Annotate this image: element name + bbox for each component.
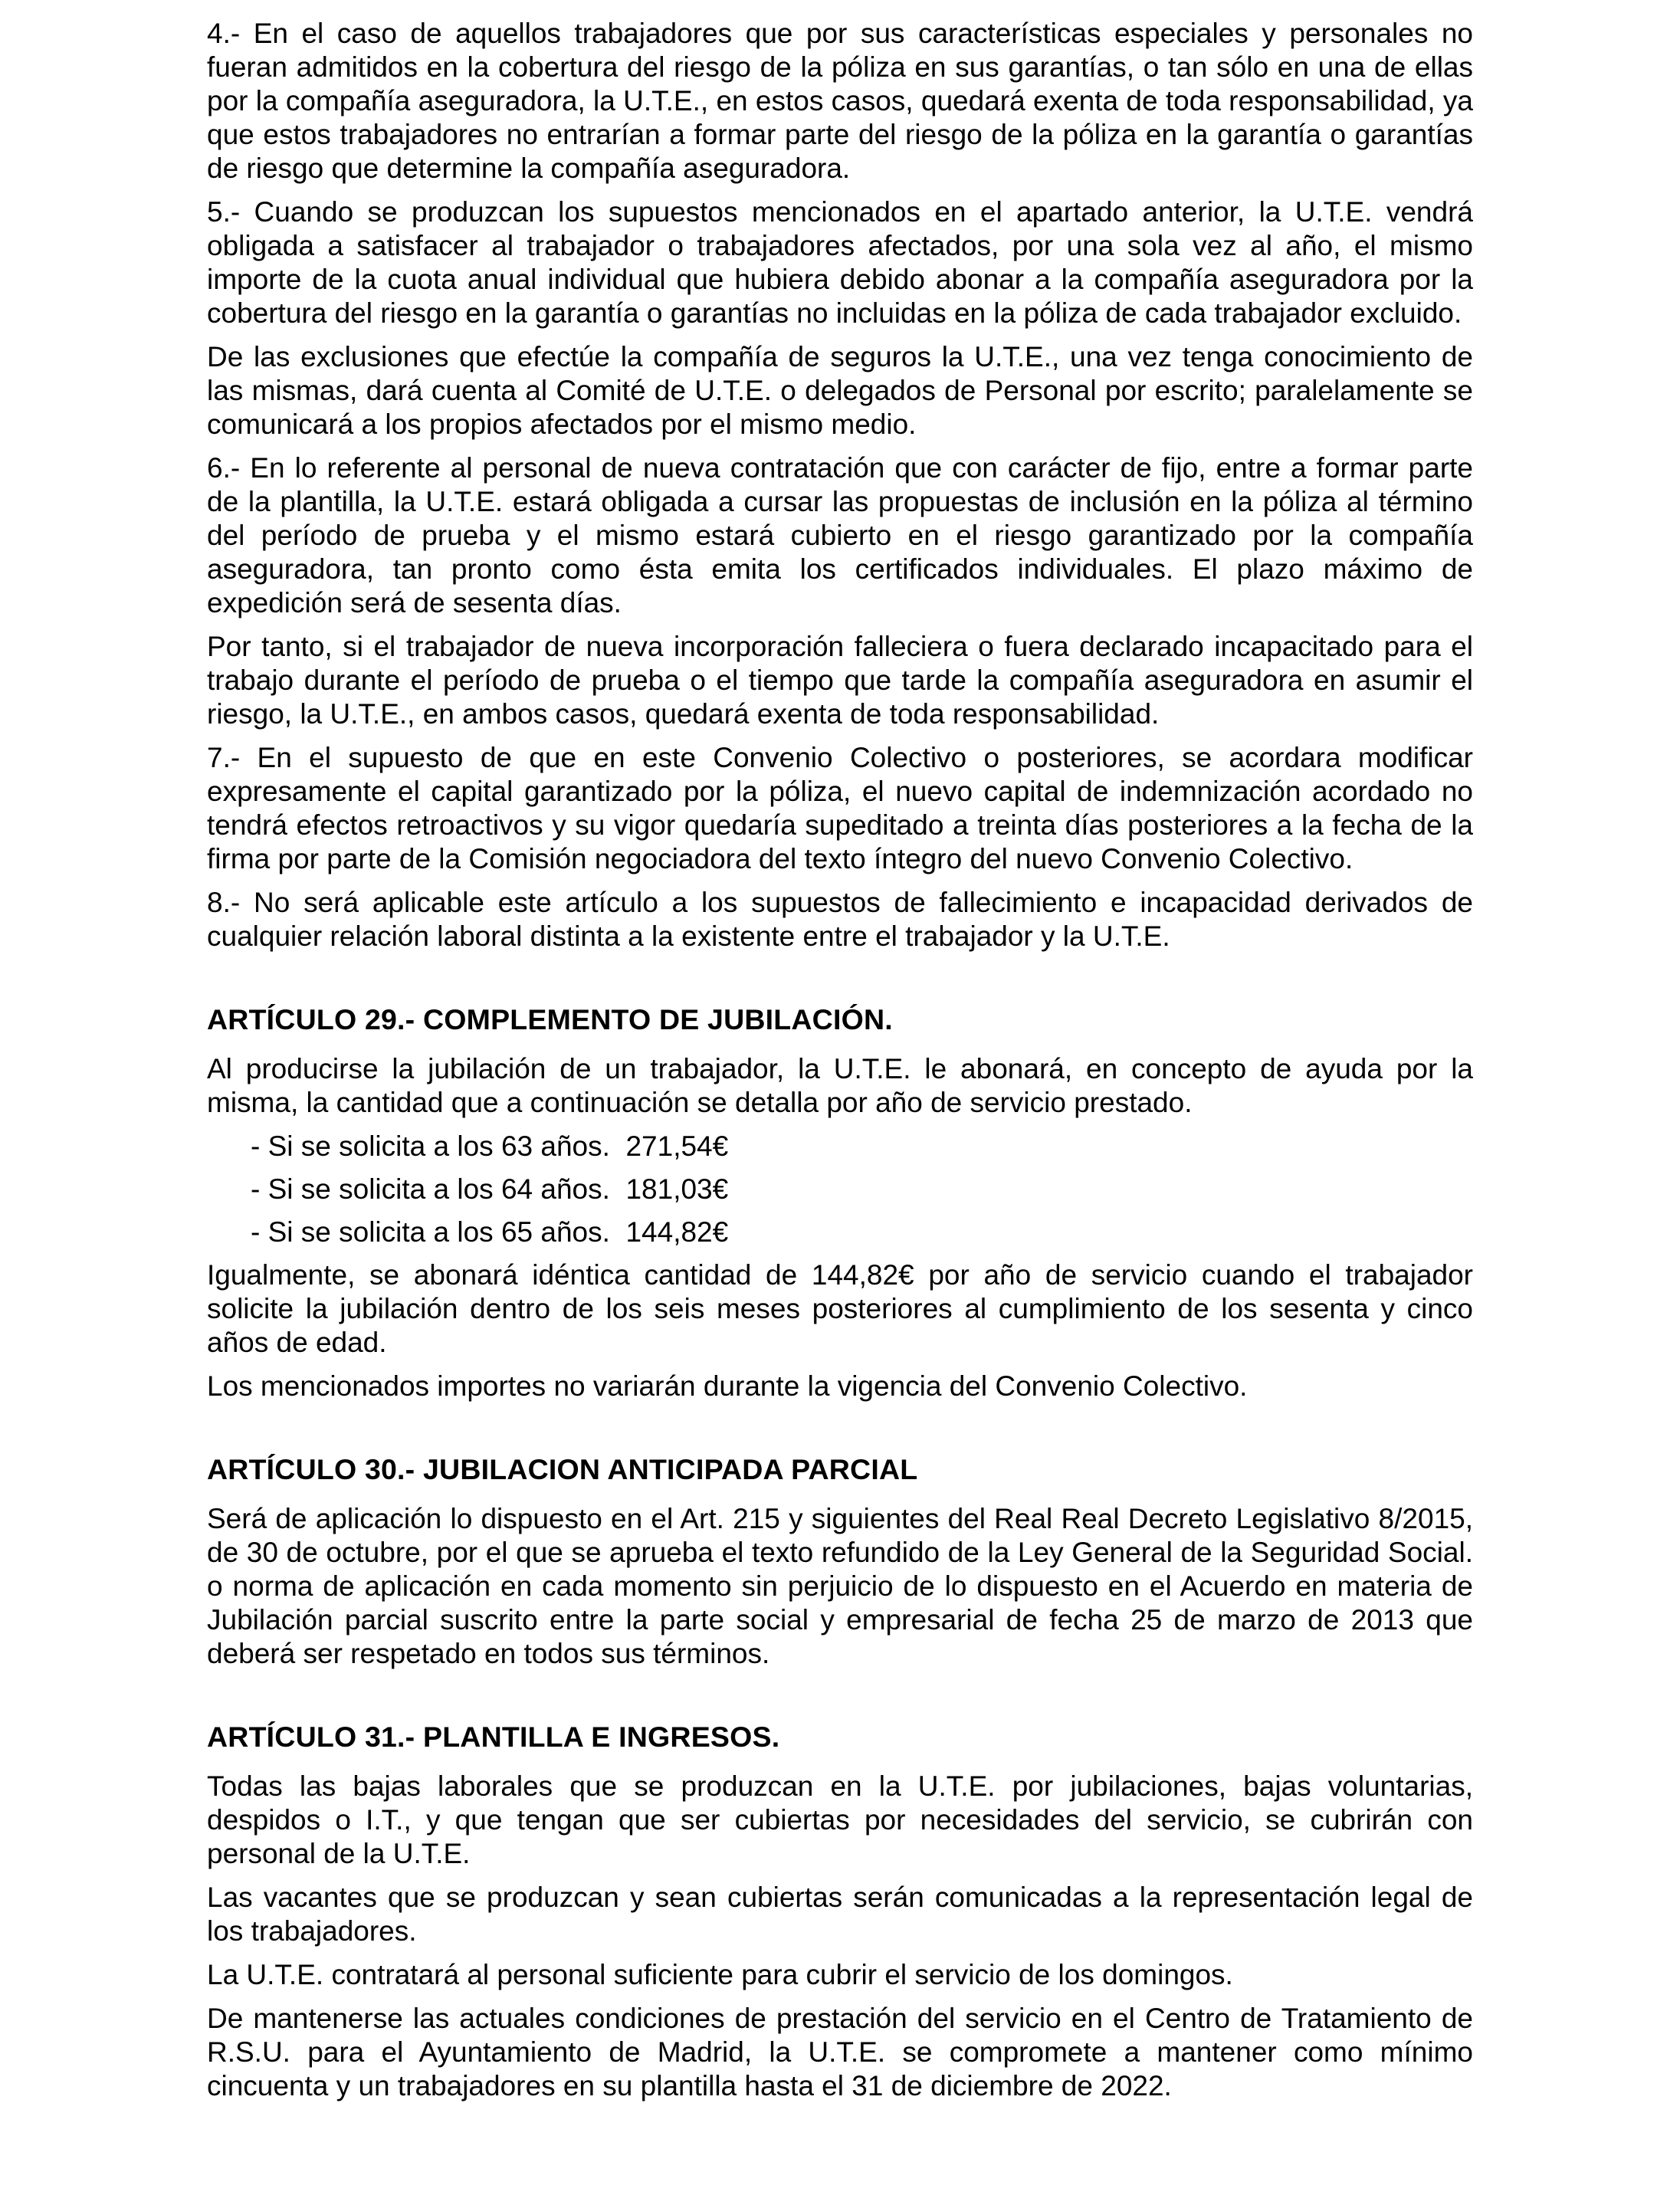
- paragraph-clause-7: 7.- En el supuesto de que en este Convenio Colectivo o posteriores, se acordara modificar expresamente el capital garantizado por la póliza, el nuevo capital de indemnización acordado no tendrá efectos retroactivos y su vigor quedaría supeditado a treinta días posteriores a la fecha de la firma por parte de la Comisión negociadora del texto íntegro del nuevo Convenio Colectivo.: [207, 742, 1473, 874]
- paragraph-bajas-laborales: Todas las bajas laborales que se produzcan en la U.T.E. por jubilaciones, bajas voluntarias, despidos o I.T., y que tengan que ser cubiertas por necesidades del servicio, se cubrirán con personal de la U.T.E.: [207, 1770, 1473, 1869]
- paragraph-jubilacion-intro: Al producirse la jubilación de un trabajador, la U.T.E. le abonará, en concepto de ayuda por la misma, la cantidad que a continuación se detalla por año de servicio prestado.: [207, 1053, 1473, 1118]
- paragraph-domingos: La U.T.E. contratará al personal suficiente para cubrir el servicio de los domingos.: [207, 1959, 1233, 1990]
- paragraph-clause-6: 6.- En lo referente al personal de nueva contratación que con carácter de fijo, entre a formar parte de la plantilla, la U.T.E. estará obligada a cursar las propuestas de inclusión en la póliza al término del período de prueba y el mismo estará cubierto en el riesgo garantizado por la compañía aseguradora, tan pronto como ésta emita los certificados individuales. El plazo máximo de expedición será de sesenta días.: [207, 452, 1473, 618]
- paragraph-jubilacion-parcial: Será de aplicación lo dispuesto en el Art. 215 y siguientes del Real Real Decreto Legislativo 8/2015, de 30 de octubre, por el que se aprueba el texto refundido de la Ley General de la Seguridad Social. o norma de aplicación en cada momento sin perjuicio de lo dispuesto en el Acuerdo en materia de Jubilación parcial suscrito entre la parte social y empresarial de fecha 25 de marzo de 2013 que deberá ser respetado en todos sus términos.: [207, 1503, 1473, 1669]
- paragraph-por-tanto: Por tanto, si el trabajador de nueva incorporación falleciera o fuera declarado incapacitado para el trabajo durante el período de prueba o el tiempo que tarde la compañía aseguradora en asumir el riesgo, la U.T.E., en ambos casos, quedará exenta de toda responsabilidad.: [207, 631, 1473, 730]
- heading-articulo-29: ARTÍCULO 29.- COMPLEMENTO DE JUBILACIÓN.: [207, 1003, 893, 1035]
- heading-articulo-31: ARTÍCULO 31.- PLANTILLA E INGRESOS.: [207, 1721, 780, 1753]
- paragraph-clause-5: 5.- Cuando se produzcan los supuestos mencionados en el apartado anterior, la U.T.E. vendrá obligada a satisfacer al trabajador o trabajadores afectados, por una sola vez al año, el mismo importe de la cuota anual individual que hubiera debido abonar a la compañía aseguradora por la cobertura del riesgo en la garantía o garantías no incluidas en la póliza de cada trabajador excluido.: [207, 196, 1473, 329]
- list-item-64-anos: - Si se solicita a los 64 años. 181,03€: [251, 1173, 729, 1205]
- paragraph-vacantes: Las vacantes que se produzcan y sean cubiertas serán comunicadas a la representación legal de los trabajadores.: [207, 1882, 1473, 1947]
- list-item-63-anos: - Si se solicita a los 63 años. 271,54€: [251, 1130, 729, 1162]
- list-item-65-anos: - Si se solicita a los 65 años. 144,82€: [251, 1216, 729, 1248]
- paragraph-clause-8: 8.- No será aplicable este artículo a los supuestos de fallecimiento e incapacidad derivados de cualquier relación laboral distinta a la existente entre el trabajador y la U.T.E.: [207, 887, 1473, 952]
- paragraph-importes: Los mencionados importes no variarán durante la vigencia del Convenio Colectivo.: [207, 1370, 1248, 1402]
- heading-articulo-30: ARTÍCULO 30.- JUBILACION ANTICIPADA PARCIAL: [207, 1453, 918, 1485]
- paragraph-clause-4: 4.- En el caso de aquellos trabajadores que por sus características especiales y personales no fueran admitidos en la cobertura del riesgo de la póliza en sus garantías, o tan sólo en una de ellas por la compañía aseguradora, la U.T.E., en estos casos, quedará exenta de toda responsabilidad, ya que estos trabajadores no entrarían a formar parte del riesgo de la póliza en la garantía o garantías de riesgo que determine la compañía aseguradora.: [207, 18, 1473, 184]
- paragraph-exclusiones: De las exclusiones que efectúe la compañía de seguros la U.T.E., una vez tenga conocimiento de las mismas, dará cuenta al Comité de U.T.E. o delegados de Personal por escrito; paralelamente se comunicará a los propios afectados por el mismo medio.: [207, 341, 1473, 440]
- paragraph-igualmente: Igualmente, se abonará idéntica cantidad de 144,82€ por año de servicio cuando el trabajador solicite la jubilación dentro de los seis meses posteriores al cumplimiento de los sesenta y cinco años de edad.: [207, 1259, 1473, 1358]
- paragraph-centro-rsu: De mantenerse las actuales condiciones de prestación del servicio en el Centro de Tratamiento de R.S.U. para el Ayuntamiento de Madrid, la U.T.E. se compromete a mantener como mínimo cincuenta y un trabajadores en su plantilla hasta el 31 de diciembre de 2022.: [207, 2003, 1473, 2101]
